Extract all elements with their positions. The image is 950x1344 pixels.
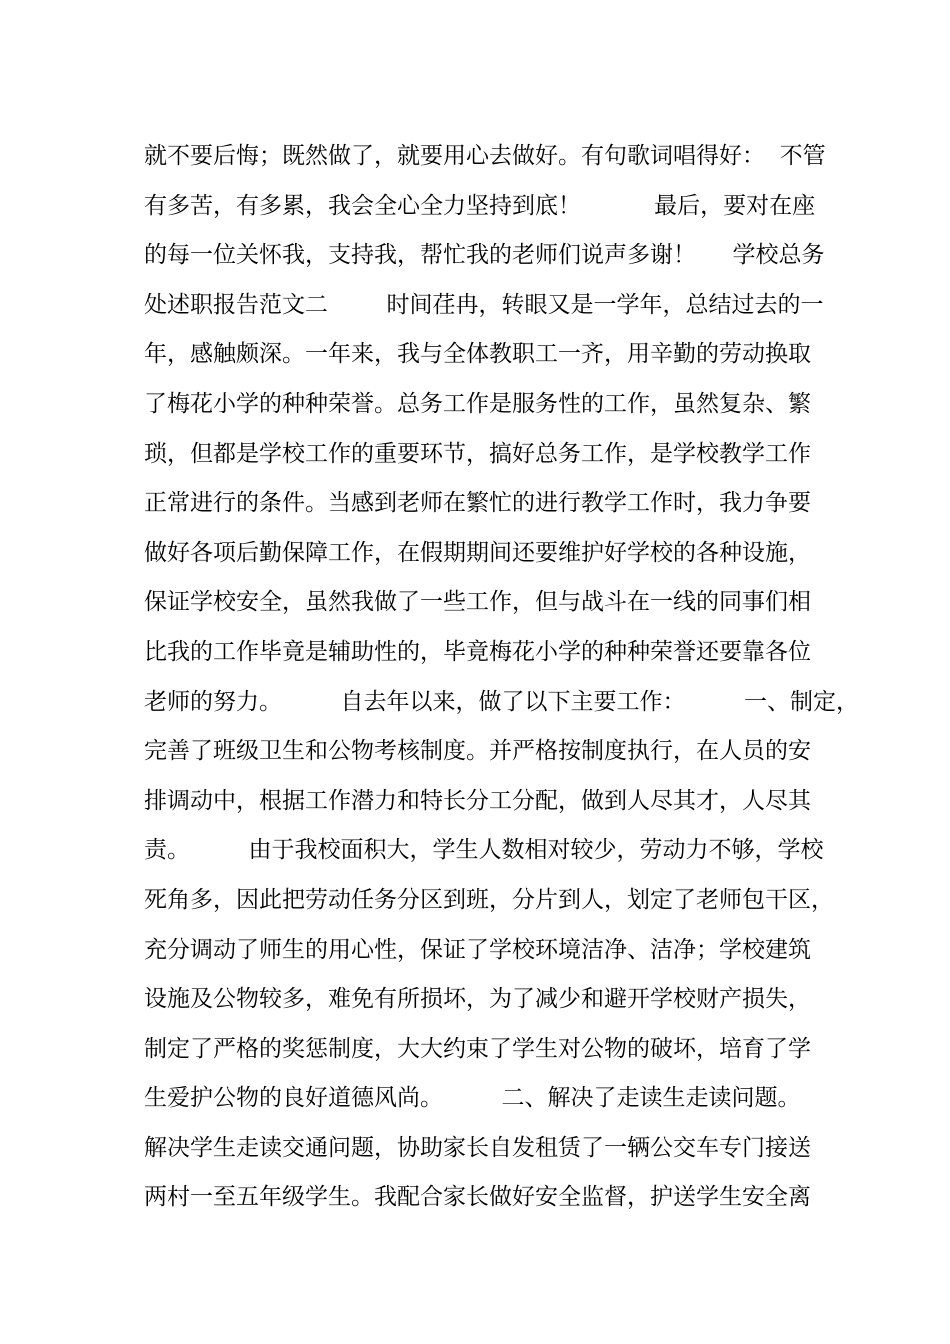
text-line-9: 做好各项后勤保障工作，在假期期间还要维护好学校的各种设施， xyxy=(144,539,811,566)
text-line-1: 就不要后悔；既然做了，就要用心去做好。有句歌词唱得好： 不管 xyxy=(144,143,826,169)
text-line-14: 排调动中，根据工作潜力和特长分工分配，做到人尽其才，人尽其 xyxy=(144,787,811,814)
text-line-15: 责。 由于我校面积大，学生人数相对较少，劳动力不够，学校 xyxy=(144,837,824,864)
text-line-8: 正常进行的条件。当感到老师在繁忙的进行教学工作时，我力争要 xyxy=(144,490,811,517)
text-line-6: 了梅花小学的种种荣誉。总务工作是服务性的工作，虽然复杂、繁 xyxy=(144,390,811,417)
text-line-10: 保证学校安全，虽然我做了一些工作，但与战斗在一线的同事们相 xyxy=(144,589,811,616)
text-line-17: 充分调动了师生的用心性，保证了学校环境洁净、洁净；学校建筑 xyxy=(144,936,811,963)
text-line-18: 设施及公物较多，难免有所损坏，为了减少和避开学校财产损失， xyxy=(144,986,811,1013)
text-line-13: 完善了班级卫生和公物考核制度。并严格按制度执行，在人员的安 xyxy=(144,738,811,765)
text-line-20: 生爱护公物的良好道德风尚。 二、解决了走读生走读问题。 xyxy=(144,1085,801,1112)
text-line-11: 比我的工作毕竟是辅助性的，毕竟梅花小学的种种荣誉还要靠各位 xyxy=(144,638,811,665)
text-line-19: 制定了严格的奖惩制度，大大约束了学生对公物的破坏，培育了学 xyxy=(144,1035,811,1062)
text-line-3: 的每一位关怀我，支持我，帮忙我的老师们说声多谢！ 学校总务 xyxy=(144,242,825,269)
text-line-2: 有多苦，有多累，我会全心全力坚持到底！ 最后，要对在座 xyxy=(144,192,816,219)
document-body xyxy=(144,132,859,1223)
text-line-12: 老师的努力。 自去年以来，做了以下主要工作： 一、制定， xyxy=(144,688,859,715)
text-line-21: 解决学生走读交通问题，协助家长自发租赁了一辆公交车专门接送 xyxy=(144,1134,811,1161)
text-line-5: 年，感触颇深。一年来，我与全体教职工一齐，用辛勤的劳动换取 xyxy=(144,341,811,368)
text-line-4: 处述职报告范文二 时间荏冉，转眼又是一学年，总结过去的一 xyxy=(144,291,824,318)
text-line-16: 死角多，因此把劳动任务分区到班，分片到人，划定了老师包干区， xyxy=(144,886,834,913)
text-line-7: 琐，但都是学校工作的重要环节，搞好总务工作，是学校教学工作 xyxy=(144,440,811,467)
text-line-22: 两村一至五年级学生。我配合家长做好安全监督，护送学生安全离 xyxy=(144,1184,811,1211)
